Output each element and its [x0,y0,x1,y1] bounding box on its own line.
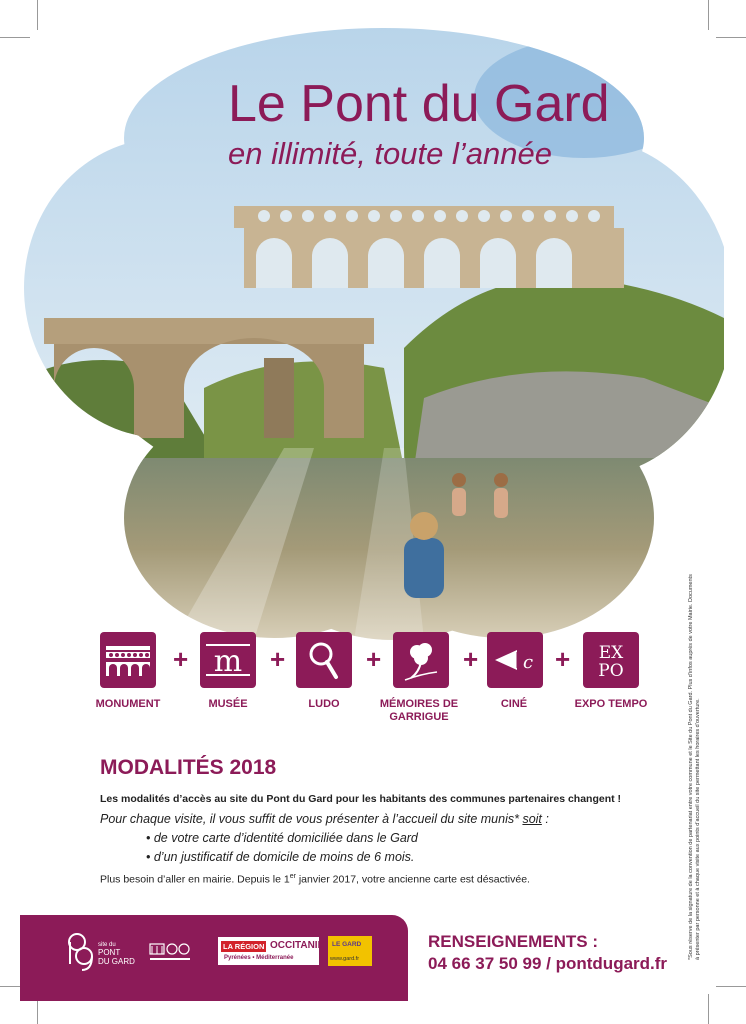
activity-label: EXPO TEMPO [574,698,648,710]
activity-label: MUSÉE [208,698,248,710]
activity-icons [100,632,660,692]
tree-icon [393,632,449,688]
logo-site-du: site du [98,942,116,948]
section-intro: Pour chaque visite, il vous suffit de vous présenter à l’accueil du site munis* soit : [100,812,549,826]
plus-sign: + [173,644,189,674]
contact-phone-website: 04 66 37 50 99 / pontdugard.fr [428,954,668,973]
crop-mark [716,986,746,987]
crop-mark [708,994,709,1024]
contact-title: RENSEIGNEMENTS : [428,932,599,951]
svg-text:c: c [523,652,534,673]
activity-label: LUDO [308,698,340,710]
activity-label: CINÉ [500,698,528,710]
plus-sign: + [270,644,286,674]
gard-logo [328,936,372,966]
activity-label: MONUMENT [95,698,161,710]
logo-du-gard: DU GARD [98,957,135,966]
section-note: Plus besoin d’aller en mairie. Depuis le 1er janvier 2017, votre ancienne carte est désactivée. [100,873,530,886]
gard-url: www.gard.fr [330,956,360,962]
museum-m-icon [200,632,256,688]
svg-text:m: m [213,644,243,679]
expo-icon-line1: EX [598,643,624,663]
list-item: • d’un justificatif de domicile de moins de 6 mois. [146,850,415,864]
expo-icon [583,632,639,688]
plus-sign: + [463,644,479,674]
side-legal-note: *Sous réserve de la signature de la convention de partenariat entre votre commune et le Site du Pont du Gard. Plus d’infos auprès de votre Mairie. Documents à présenter par personne et à chaque visite aux points d’accueil du site permettant les horaires d’ouverture. [688,574,701,960]
region-subtitle: Pyrénées • Méditerranée [224,955,294,961]
logo-pont: PONT [98,948,121,957]
page-subtitle: en illimité, toute l’année [228,136,552,171]
aqueduct-icon [100,632,156,688]
pont-du-gard-logo-icon [66,930,96,972]
list-item: • de votre carte d’identité domiciliée dans le Gard [146,831,418,845]
section-lead: Les modalités d’accès au site du Pont du Gard pour les habitants des communes partenaires changent ! [100,793,622,805]
gard-text: LE GARD [332,941,362,948]
page-title: Le Pont du Gard [228,75,610,133]
section-title: MODALITÉS 2018 [100,756,277,779]
region-name: OCCITANIE [270,940,325,951]
region-label: LA RÉGION [223,942,265,951]
activity-label: MÉMOIRES DE GARRIGUE [379,698,459,723]
film-projector-icon [487,632,543,688]
unesco-logo-icon [148,940,206,964]
expo-icon-line2: PO [598,661,624,681]
plus-sign: + [555,644,571,674]
magnifier-icon [296,632,352,688]
plus-sign: + [366,644,382,674]
region-occitanie-logo [218,937,325,965]
